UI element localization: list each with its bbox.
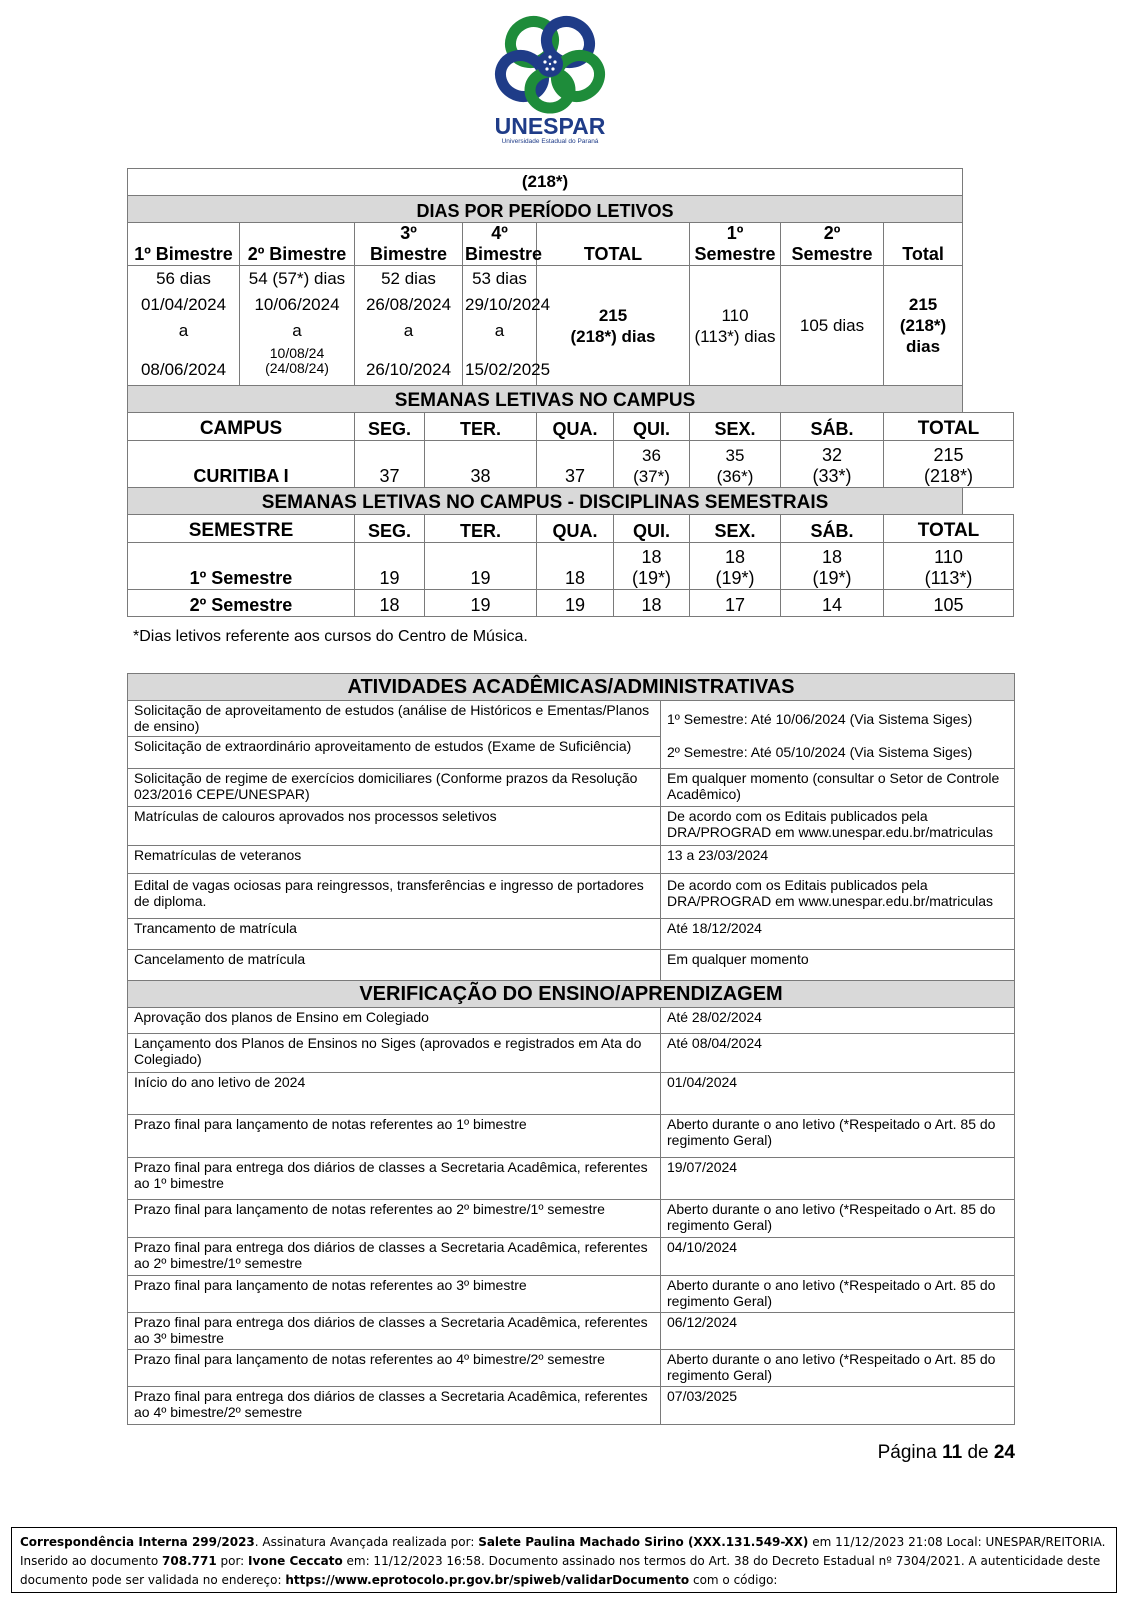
b4-cell: 53 dias 29/10/2024 a 15/02/2025: [463, 266, 537, 386]
semestrais-header-ter: TER.: [425, 515, 537, 543]
atividade-item: Cancelamento de matrícula: [128, 950, 661, 981]
semestrais-r1-qua: 18: [537, 543, 614, 590]
semanas-header-campus: CAMPUS: [128, 413, 355, 441]
semestrais-r1-seg: 19: [355, 543, 425, 590]
semanas-header-qui: QUI.: [614, 413, 690, 441]
semestrais-r2-ter: 19: [425, 590, 537, 617]
semestrais-r2-qui: 18: [614, 590, 690, 617]
atividade-item: Trancamento de matrícula: [128, 919, 661, 950]
semanas-ter: 38: [425, 441, 537, 488]
header-s2: 2º Semestre: [781, 223, 884, 266]
logo-subtitle: Universidade Estadual do Paraná: [501, 138, 599, 145]
semestrais-r2-total: 105: [884, 590, 1014, 617]
semanas-sab: 32 (33*): [781, 441, 884, 488]
stamp-ci: Correspondência Interna 299/2023: [20, 1535, 255, 1549]
logo-wordmark: UNESPAR: [494, 113, 606, 139]
semestrais-r1-sex: 18 (19*): [690, 543, 781, 590]
verificacao-value: Até 28/02/2024: [661, 1008, 1015, 1034]
section-title-semanas: SEMANAS LETIVAS NO CAMPUS: [128, 386, 963, 413]
validation-link[interactable]: https://www.eprotocolo.pr.gov.br/spiweb/validarDocumento: [285, 1573, 690, 1587]
semestrais-r2-semestre: 2º Semestre: [128, 590, 355, 617]
verificacao-item: Prazo final para entrega dos diários de classes a Secretaria Acadêmica, referentes ao 2º bimestre/1º semestre: [128, 1238, 661, 1276]
section-title-semestrais: SEMANAS LETIVAS NO CAMPUS - DISCIPLINAS SEMESTRAIS: [128, 488, 963, 515]
semestrais-r2-qua: 19: [537, 590, 614, 617]
semestrais-r1-ter: 19: [425, 543, 537, 590]
verificacao-value: Aberto durante o ano letivo (*Respeitado o Art. 85 do regimento Geral): [661, 1350, 1015, 1387]
semestrais-r2-seg: 18: [355, 590, 425, 617]
verificacao-item: Aprovação dos planos de Ensino em Colegiado: [128, 1008, 661, 1034]
semestrais-header-qua: QUA.: [537, 515, 614, 543]
semestrais-r1-qui: 18 (19*): [614, 543, 690, 590]
atividade-item: Rematrículas de veteranos: [128, 846, 661, 874]
verificacao-value: 01/04/2024: [661, 1073, 1015, 1115]
header-s1: 1º Semestre: [690, 223, 781, 266]
verificacao-value: Até 08/04/2024: [661, 1034, 1015, 1073]
verificacao-value: Aberto durante o ano letivo (*Respeitado o Art. 85 do regimento Geral): [661, 1200, 1015, 1238]
total2-cell: 215 (218*) dias: [884, 266, 963, 386]
s1-cell: 110 (113*) dias: [690, 266, 781, 386]
b3-cell: 52 dias 26/08/2024 a 26/10/2024: [355, 266, 463, 386]
verificacao-item: Prazo final para lançamento de notas referentes ao 1º bimestre: [128, 1115, 661, 1158]
header-b2: 2º Bimestre: [240, 223, 355, 266]
semestrais-r1-sab: 18 (19*): [781, 543, 884, 590]
semanas-qui: 36 (37*): [614, 441, 690, 488]
semestrais-header-total: TOTAL: [884, 515, 1014, 543]
verificacao-value: 04/10/2024: [661, 1238, 1015, 1276]
stamp-signer: Salete Paulina Machado Sirino (XXX.131.549-XX): [478, 1535, 809, 1549]
verificacao-item: Prazo final para entrega dos diários de classes a Secretaria Acadêmica, referentes ao 3º bimestre: [128, 1313, 661, 1350]
atividade-value: Em qualquer momento: [661, 950, 1015, 981]
semestrais-header-sex: SEX.: [690, 515, 781, 543]
header-total2: Total: [884, 223, 963, 266]
verificacao-item: Prazo final para entrega dos diários de classes a Secretaria Acadêmica, referentes ao 1º bimestre: [128, 1158, 661, 1200]
unespar-logo: [488, 12, 612, 147]
header-b4: 4º Bimestre: [463, 223, 537, 266]
verificacao-value: 06/12/2024: [661, 1313, 1015, 1350]
semestrais-r2-sab: 14: [781, 590, 884, 617]
semestrais-r1-total: 110 (113*): [884, 543, 1014, 590]
semanas-total: 215 (218*): [884, 441, 1014, 488]
semanas-seg: 37: [355, 441, 425, 488]
semestrais-r1-semestre: 1º Semestre: [128, 543, 355, 590]
verificacao-item: Prazo final para entrega dos diários de classes a Secretaria Acadêmica, referentes ao 4º bimestre/2º semestre: [128, 1387, 661, 1425]
b1-cell: 56 dias 01/04/2024 a 08/06/2024: [128, 266, 240, 386]
verificacao-value: 19/07/2024: [661, 1158, 1015, 1200]
verificacao-item: Prazo final para lançamento de notas referentes ao 3º bimestre: [128, 1276, 661, 1313]
atividade-value: Em qualquer momento (consultar o Setor de Controle Acadêmico): [661, 769, 1015, 807]
verificacao-value: 07/03/2025: [661, 1387, 1015, 1425]
unespar-emblem: [488, 12, 612, 116]
b2-cell: 54 (57*) dias 10/06/2024 a 10/08/24 (24/08/24): [240, 266, 355, 386]
semestrais-r2-sex: 17: [690, 590, 781, 617]
calendar-table: [127, 168, 1014, 617]
atividade-value: 1º Semestre: Até 10/06/2024 (Via Sistema Siges) 2º Semestre: Até 05/10/2024 (Via Sistema Siges): [661, 701, 1015, 769]
atividade-item: Solicitação de extraordinário aproveitamento de estudos (Exame de Suficiência): [128, 737, 661, 769]
atividade-value: 13 a 23/03/2024: [661, 846, 1015, 874]
s2-cell: 105 dias: [781, 266, 884, 386]
section-title-verificacao: VERIFICAÇÃO DO ENSINO/APRENDIZAGEM: [128, 981, 1015, 1008]
verificacao-item: Início do ano letivo de 2024: [128, 1073, 661, 1115]
semestrais-header-seg: SEG.: [355, 515, 425, 543]
semestrais-header-semestre: SEMESTRE: [128, 515, 355, 543]
semanas-header-sex: SEX.: [690, 413, 781, 441]
atividade-item: Matrículas de calouros aprovados nos processos seletivos: [128, 807, 661, 846]
header-total: TOTAL: [537, 223, 690, 266]
atividade-value: De acordo com os Editais publicados pela DRA/PROGRAD em www.unespar.edu.br/matriculas: [661, 807, 1015, 846]
atividade-item: Edital de vagas ociosas para reingressos, transferências e ingresso de portadores de diploma.: [128, 874, 661, 919]
semanas-header-sab: SÁB.: [781, 413, 884, 441]
atividade-item: Solicitação de aproveitamento de estudos (análise de Históricos e Ementas/Planos de ensino): [128, 701, 661, 737]
semanas-campus: CURITIBA I: [128, 441, 355, 488]
atividade-value: De acordo com os Editais publicados pela DRA/PROGRAD em www.unespar.edu.br/matriculas: [661, 874, 1015, 919]
verificacao-item: Prazo final para lançamento de notas referentes ao 2º bimestre/1º semestre: [128, 1200, 661, 1238]
activities-table: [127, 673, 1015, 1425]
header-b3: 3º Bimestre: [355, 223, 463, 266]
semanas-header-qua: QUA.: [537, 413, 614, 441]
semanas-sex: 35 (36*): [690, 441, 781, 488]
semestrais-header-sab: SÁB.: [781, 515, 884, 543]
atividade-item: Solicitação de regime de exercícios domiciliares (Conforme prazos da Resolução 023/2016 CEPE/UNESPAR): [128, 769, 661, 807]
section-title-atividades: ATIVIDADES ACADÊMICAS/ADMINISTRATIVAS: [128, 674, 1015, 701]
verificacao-value: Aberto durante o ano letivo (*Respeitado o Art. 85 do regimento Geral): [661, 1115, 1015, 1158]
verificacao-value: Aberto durante o ano letivo (*Respeitado o Art. 85 do regimento Geral): [661, 1276, 1015, 1313]
verificacao-item: Lançamento dos Planos de Ensinos no Siges (aprovados e registrados em Ata do Colegiado): [128, 1034, 661, 1073]
semanas-header-ter: TER.: [425, 413, 537, 441]
semanas-header-seg: SEG.: [355, 413, 425, 441]
header-b1: 1º Bimestre: [128, 223, 240, 266]
semestrais-header-qui: QUI.: [614, 515, 690, 543]
footnote: *Dias letivos referente aos cursos do Centro de Música.: [133, 628, 528, 645]
semanas-header-total: TOTAL: [884, 413, 1014, 441]
section-title-periodos: DIAS POR PERÍODO LETIVOS: [128, 196, 963, 223]
total-note-row: (218*): [128, 169, 963, 196]
page-number: Página 11 de 24: [877, 1442, 1015, 1463]
semanas-qua: 37: [537, 441, 614, 488]
atividade-value: Até 18/12/2024: [661, 919, 1015, 950]
signature-stamp: Correspondência Interna 299/2023. Assinatura Avançada realizada por: Salete Paulina Machado Sirino (XXX.131.549-XX) em 11/12/2023 21:08 Local: UNESPAR/REITORIA. Inserido ao documento 708.771 por: Ivone Ceccato em: 11/12/2023 16:58. Documento assinado nos termos do Art. 38 do Decreto Estadual nº 7304/2021. A autenticidade deste documento pode ser validada no endereço: https://www.eprotocolo.pr.gov.br/spiweb/validarDocumento com o código:: [11, 1527, 1117, 1593]
verificacao-item: Prazo final para lançamento de notas referentes ao 4º bimestre/2º semestre: [128, 1350, 661, 1387]
total-cell: 215 (218*) dias: [537, 266, 690, 386]
